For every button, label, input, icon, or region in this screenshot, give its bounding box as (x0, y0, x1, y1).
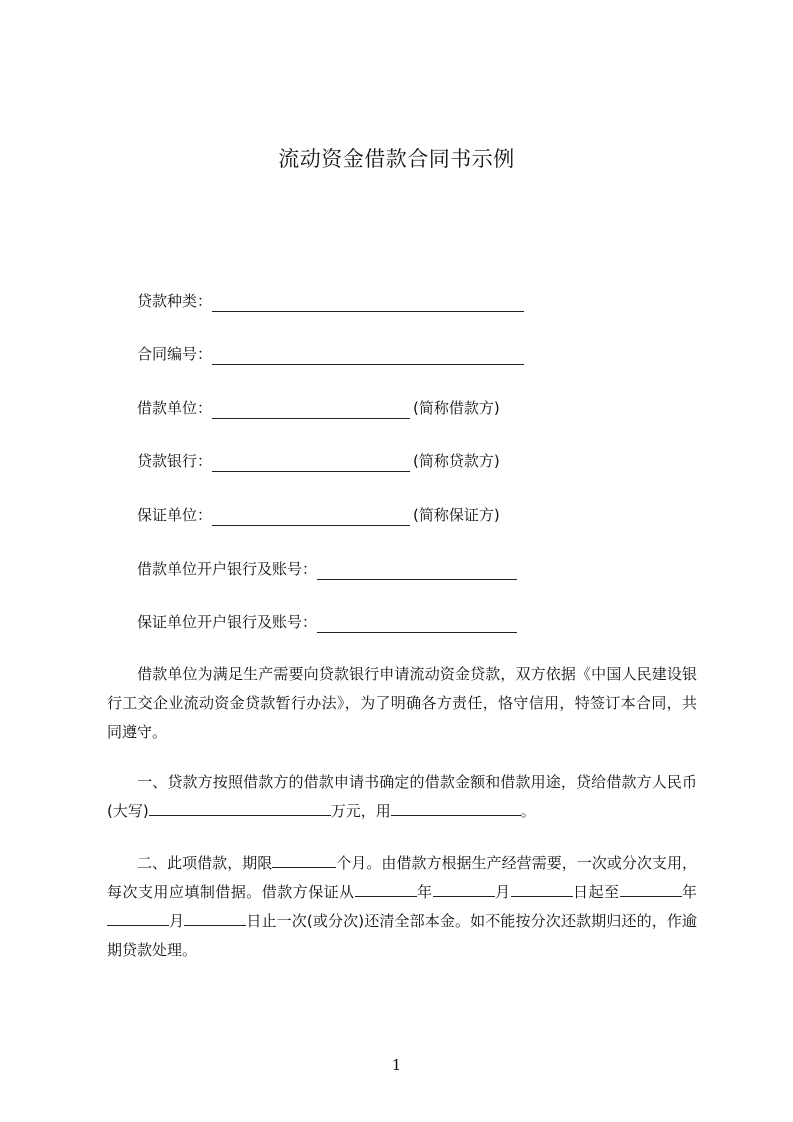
clause-2-year-2: 年 (681, 883, 697, 901)
clause-1-text-2: 万元，用 (330, 802, 391, 820)
field-label: 保证单位： (137, 506, 213, 524)
field-loan-type (137, 290, 524, 312)
field-label: 保证单位开户银行及账号： (137, 613, 318, 631)
blank-line[interactable] (355, 881, 417, 897)
field-borrower-account (137, 558, 517, 580)
field-label: 借款单位开户银行及账号： (137, 560, 318, 578)
field-label: 贷款种类： (137, 292, 213, 310)
blank-line[interactable] (107, 910, 169, 926)
field-label: 贷款银行： (137, 452, 213, 470)
clause-2-year: 年 (416, 883, 433, 901)
document-title: 流动资金借款合同书示例 (278, 147, 515, 171)
clause-1-paragraph (107, 768, 697, 826)
clause-2-day-from: 日起至 (572, 883, 620, 901)
field-suffix: (简称贷款方) (413, 452, 500, 470)
field-contract-no (137, 343, 524, 365)
blank-line[interactable] (391, 800, 521, 816)
field-lender (137, 450, 500, 472)
clause-2-month: 月 (494, 883, 511, 901)
page-number: 1 (391, 1056, 402, 1074)
field-borrower (137, 397, 500, 419)
clause-2-month-2: 月 (169, 912, 185, 930)
intro-paragraph (107, 660, 697, 747)
blank-line[interactable] (317, 615, 517, 633)
blank-line[interactable] (212, 347, 524, 365)
field-guarantor-account (137, 611, 517, 633)
field-label: 借款单位： (137, 399, 213, 417)
clause-2-text-2: 个月。由借款方根据生产经营需要，一次或分次支用，每次支用应填制借据。借款方保证从 (107, 854, 697, 901)
blank-line[interactable] (272, 852, 336, 868)
field-suffix: (简称借款方) (413, 399, 500, 417)
blank-line[interactable] (433, 881, 495, 897)
blank-line[interactable] (212, 401, 410, 419)
field-label: 合同编号： (137, 345, 213, 363)
blank-line[interactable] (212, 454, 410, 472)
blank-line[interactable] (184, 910, 246, 926)
blank-line[interactable] (212, 508, 410, 526)
blank-line[interactable] (212, 294, 524, 312)
clause-2-paragraph (107, 849, 697, 965)
blank-line[interactable] (620, 881, 682, 897)
clause-1-text-1: 一、贷款方按照借款方的借款申请书确定的借款金额和借款用途，贷给借款方人民币(大写) (107, 773, 697, 820)
clause-1-text-3: 。 (520, 802, 536, 820)
clause-2-text-1: 二、此项借款，期限 (137, 854, 273, 872)
intro-text: 借款单位为满足生产需要向贷款银行申请流动资金贷款，双方依据《中国人民建设银行工交企业流动资金贷款暂行办法》，为了明确各方责任，恪守信用，特签订本合同，共同遵守。 (107, 665, 697, 741)
clause-2-day-to: 日止一次(或分次)还清全部本金。如不能按分次还款期归还的，作逾期贷款处理。 (107, 912, 697, 959)
blank-line[interactable] (149, 800, 331, 816)
field-guarantor (137, 504, 500, 526)
blank-line[interactable] (511, 881, 573, 897)
field-suffix: (简称保证方) (413, 506, 500, 524)
blank-line[interactable] (317, 562, 517, 580)
